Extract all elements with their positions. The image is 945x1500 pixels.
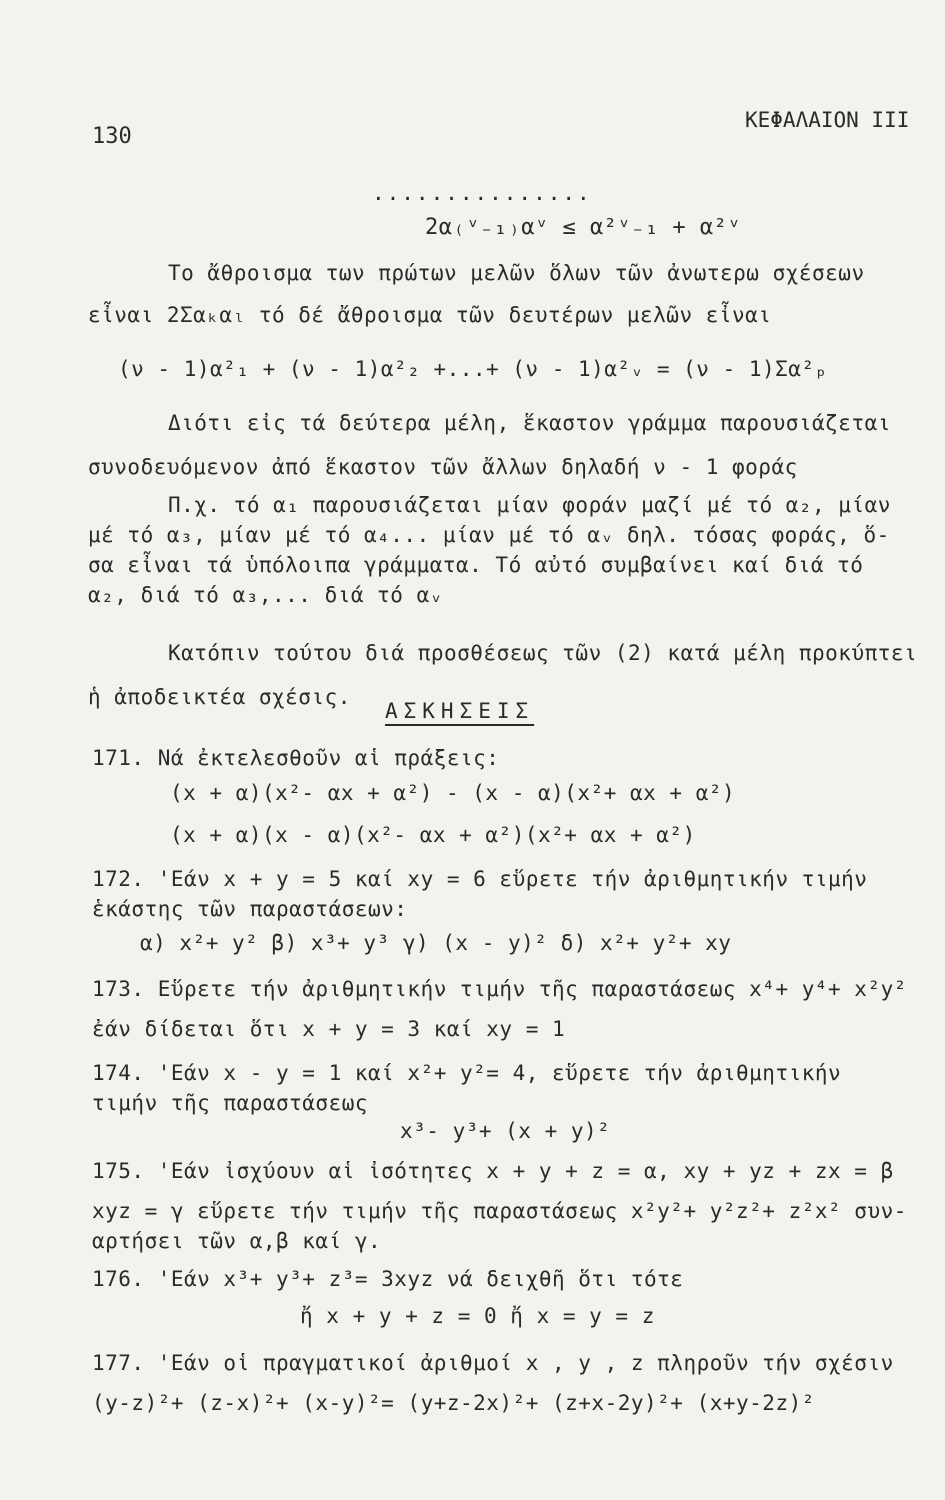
exercise-174-prompt: 174. 'Εάν x - y = 1 καί x²+ y²= 4, εὕρετε τήν ἀριθμητικήν [92, 1061, 842, 1085]
proof-line-6: μέ τό α₃, μίαν μέ τό α₄... μίαν μέ τό αᵥ δηλ. τόσας φοράς, ὅ- [88, 523, 890, 547]
proof-line-2: εἶναι 2Σαₖαₗ τό δέ ἄθροισμα τῶν δευτέρων μελῶν εἶναι [88, 303, 772, 327]
exercise-174-line-2: τιμήν τῆς παραστάσεως [92, 1091, 369, 1115]
proof-line-9: Κατόπιν τούτου διά προσθέσεως τῶν (2) κατά μέλη προκύπτει [168, 641, 918, 665]
exercise-176-prompt: 176. 'Εάν x³+ y³+ z³= 3xyz νά δειχθῆ ὅτι τότε [92, 1267, 684, 1291]
exercise-176-line-2: ἤ x + y + z = 0 ἤ x = y = z [300, 1304, 655, 1328]
proof-line-3: Διότι εἰς τά δεύτερα μέλη, ἕκαστον γράμμα παρουσιάζεται [168, 411, 891, 435]
exercise-173-prompt: 173. Εὕρετε τήν ἀριθμητικήν τιμήν τῆς παραστάσεως x⁴+ y⁴+ x²y² [92, 977, 907, 1001]
exercise-171-prompt: 171. Νά ἐκτελεσθοῦν αἱ πράξεις: [92, 746, 500, 770]
proof-inequality: 2α₍ᵛ₋₁₎αᵛ ≤ α²ᵛ₋₁ + α²ᵛ [425, 215, 742, 240]
proof-line-1: Το ἄθροισμα των πρώτων μελῶν ὅλων τῶν ἀνωτερω σχέσεων [168, 261, 865, 285]
exercise-175-line-2: xyz = γ εὕρετε τήν τιμήν τῆς παραστάσεως x²y²+ y²z²+ z²x² συν- [92, 1199, 907, 1223]
page-number: 130 [92, 124, 132, 149]
exercise-172-parts: α) x²+ y² β) x³+ y³ γ) (x - y)² δ) x²+ y²+ xy [140, 931, 732, 955]
exercise-171-expr-1: (x + α)(x²- αx + α²) - (x - α)(x²+ αx + α²) [170, 781, 736, 805]
exercise-171-expr-2: (x + α)(x - α)(x²- αx + α²)(x²+ αx + α²) [170, 823, 696, 847]
ellipsis-line: ............... [372, 181, 592, 205]
proof-line-7: σα εἶναι τά ὑπόλοιπα γράμματα. Τό αὐτό συμβαίνει καί διά τό [88, 553, 864, 577]
exercise-172-line-2: ἑκάστης τῶν παραστάσεων: [92, 897, 408, 921]
exercise-172-prompt: 172. 'Εάν x + y = 5 καί xy = 6 εὕρετε τήν ἀριθμητικήν τιμήν [92, 867, 868, 891]
proof-line-4: συνοδευόμενον ἀπό ἕκαστον τῶν ἄλλων δηλαδή ν - 1 φοράς [88, 455, 798, 479]
chapter-title: ΚΕΦΑΛΑΙΟΝ ΙΙΙ [745, 108, 910, 132]
exercises-heading: ΑΣΚΗΣΕΙΣ [385, 699, 535, 723]
proof-formula: (ν - 1)α²₁ + (ν - 1)α²₂ +...+ (ν - 1)α²ᵥ = (ν - 1)Σα²ₚ [118, 357, 828, 381]
proof-line-10: ἡ ἀποδεικτέα σχέσις. [88, 685, 351, 709]
exercise-175-line-3: αρτήσει τῶν α,β καί γ. [92, 1229, 382, 1253]
proof-line-8: α₂, διά τό α₃,... διά τό αᵥ [88, 583, 443, 607]
proof-line-5: Π.χ. τό α₁ παρουσιάζεται μίαν φοράν μαζί μέ τό α₂, μίαν [168, 493, 891, 517]
exercise-174-expr: x³- y³+ (x + y)² [400, 1119, 611, 1143]
exercise-175-prompt: 175. 'Εάν ἰσχύουν αἱ ἰσότητες x + y + z = α, xy + yz + zx = β [92, 1159, 894, 1183]
exercise-177-expr: (y-z)²+ (z-x)²+ (x-y)²= (y+z-2x)²+ (z+x-2y)²+ (x+y-2z)² [92, 1391, 815, 1415]
exercise-173-line-2: ἐάν δίδεται ὅτι x + y = 3 καί xy = 1 [92, 1017, 566, 1041]
exercise-177-prompt: 177. 'Εάν οἱ πραγματικοί ἀριθμοί x , y , z πληροῦν τήν σχέσιν [92, 1351, 894, 1375]
